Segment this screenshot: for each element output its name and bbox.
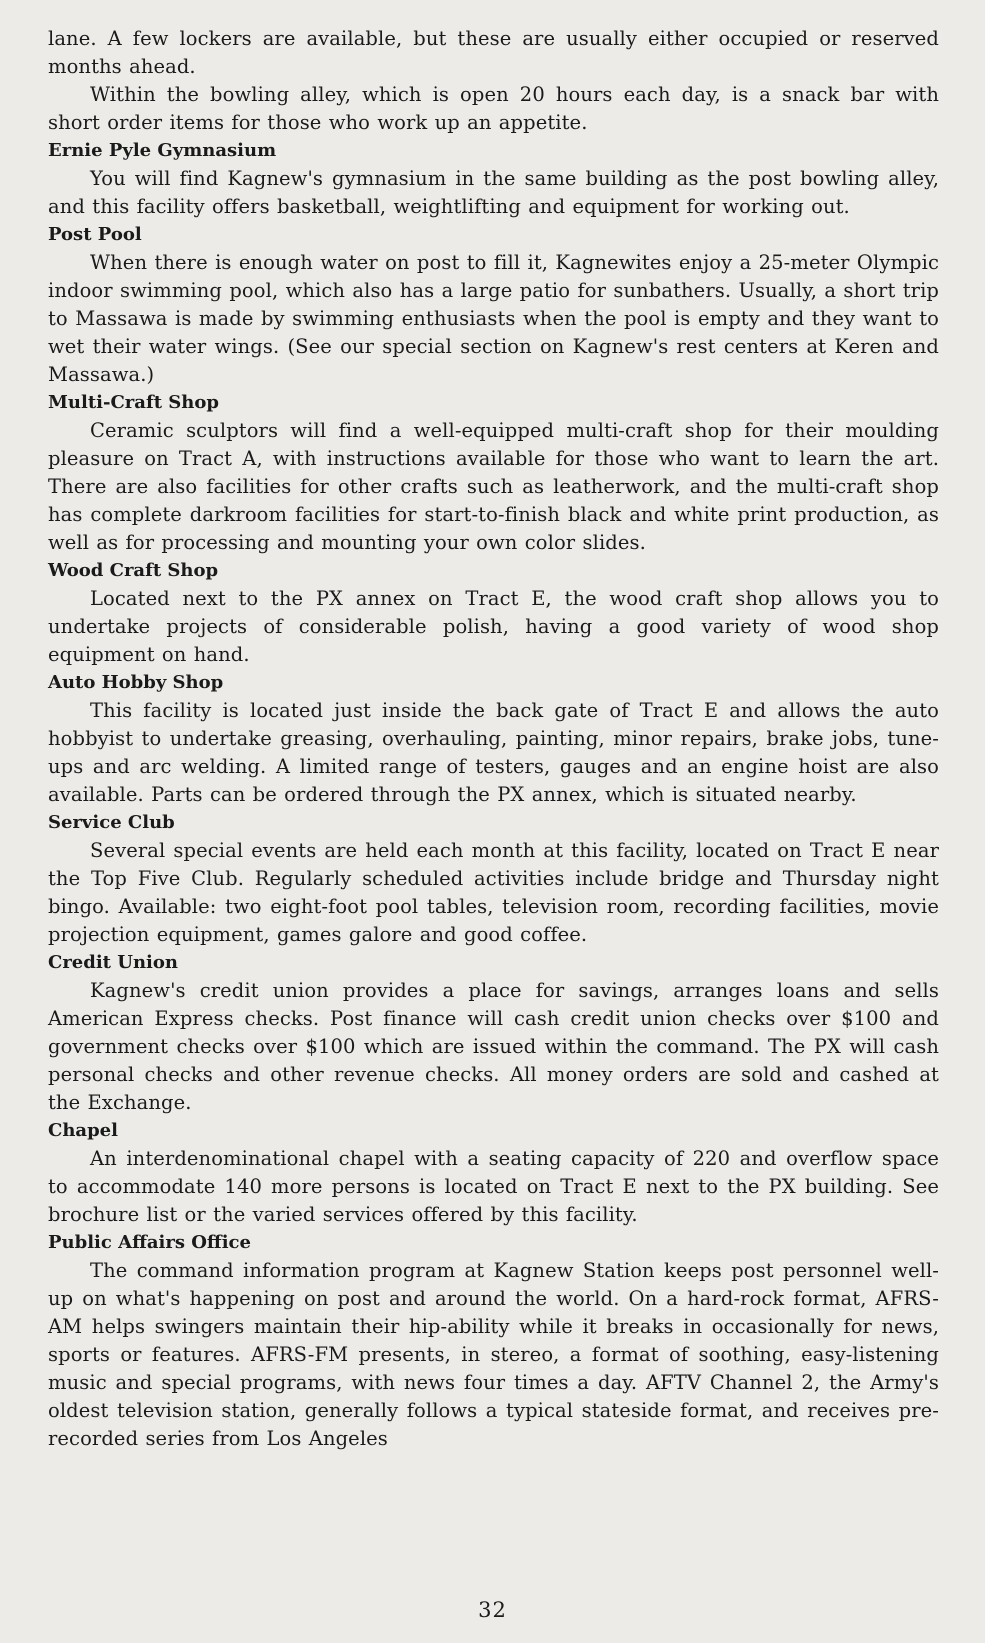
- continued-paragraph: lane. A few lockers are available, but these are usually either occupied or reserved months ahead.: [48, 27, 939, 78]
- snack-bar-paragraph: Within the bowling alley, which is open 20 hours each day, is a snack bar with short order items for those who work up an appetite.: [48, 83, 939, 134]
- section-heading-credit-union: Credit Union: [48, 952, 178, 973]
- section-text-post-pool: When there is enough water on post to fill it, Kagnewites enjoy a 25-meter Olympic indoor swimming pool, which also has a large patio for sunbathers. Usually, a short trip to Massawa is made by swimming enthusiasts when the pool is empty and they want to wet their water wings. (See our special section on Kagnew's rest centers at Keren and Massawa.): [48, 251, 939, 386]
- section-text-credit-union: Kagnew's credit union provides a place for savings, arranges loans and sells American Express checks. Post finance will cash credit union checks over $100 and government checks over $100 which are issued within the command. The PX will cash personal checks and other revenue checks. All money orders are sold and cashed at the Exchange.: [48, 979, 939, 1114]
- section-heading-post-pool: Post Pool: [48, 224, 142, 245]
- page-number: 32: [478, 1598, 507, 1622]
- section-heading-gymnasium: Ernie Pyle Gymnasium: [48, 140, 277, 161]
- section-heading-multi-craft: Multi-Craft Shop: [48, 392, 219, 413]
- section-heading-public-affairs: Public Affairs Office: [48, 1232, 251, 1253]
- section-text-auto-hobby: This facility is located just inside the back gate of Tract E and allows the auto hobbyist to undertake greasing, overhauling, painting, minor repairs, brake jobs, tune-ups and arc welding. A limited range of testers, gauges and an engine hoist are also available. Parts can be ordered through the PX annex, which is situated nearby.: [48, 699, 939, 806]
- section-text-service-club: Several special events are held each month at this facility, located on Tract E near the Top Five Club. Regularly scheduled activities include bridge and Thursday night bingo. Available: two eight-foot pool tables, television room, recording facilities, movie projection equipment, games galore and good coffee.: [48, 839, 939, 946]
- section-text-wood-craft: Located next to the PX annex on Tract E, the wood craft shop allows you to undertake projects of considerable polish, having a good variety of wood shop equipment on hand.: [48, 587, 939, 666]
- section-heading-wood-craft: Wood Craft Shop: [48, 560, 219, 581]
- section-heading-auto-hobby: Auto Hobby Shop: [48, 672, 224, 693]
- section-text-gymnasium: You will find Kagnew's gymnasium in the same building as the post bowling alley, and this facility offers basketball, weightlifting and equipment for working out.: [48, 167, 939, 218]
- section-heading-service-club: Service Club: [48, 812, 175, 833]
- section-heading-chapel: Chapel: [48, 1120, 118, 1141]
- section-text-multi-craft: Ceramic sculptors will find a well-equipped multi-craft shop for their moulding pleasure on Tract A, with instructions available for those who want to learn the art. There are also facilities for other crafts such as leatherwork, and the multi-craft shop has complete darkroom facilities for start-to-finish black and white print production, as well as for processing and mounting your own color slides.: [48, 419, 939, 554]
- section-text-chapel: An interdenominational chapel with a seating capacity of 220 and overflow space to accommodate 140 more persons is located on Tract E next to the PX building. See brochure list or the varied services offered by this facility.: [48, 1147, 939, 1226]
- section-text-public-affairs: The command information program at Kagnew Station keeps post personnel well-up on what's happening on post and around the world. On a hard-rock format, AFRS-AM helps swingers maintain their hip-ability while it breaks in occasionally for news, sports or features. AFRS-FM presents, in stereo, a format of soothing, easy-listening music and special programs, with news four times a day. AFTV Channel 2, the Army's oldest television station, generally follows a typical stateside format, and receives pre-recorded series from Los Angeles: [48, 1259, 939, 1450]
